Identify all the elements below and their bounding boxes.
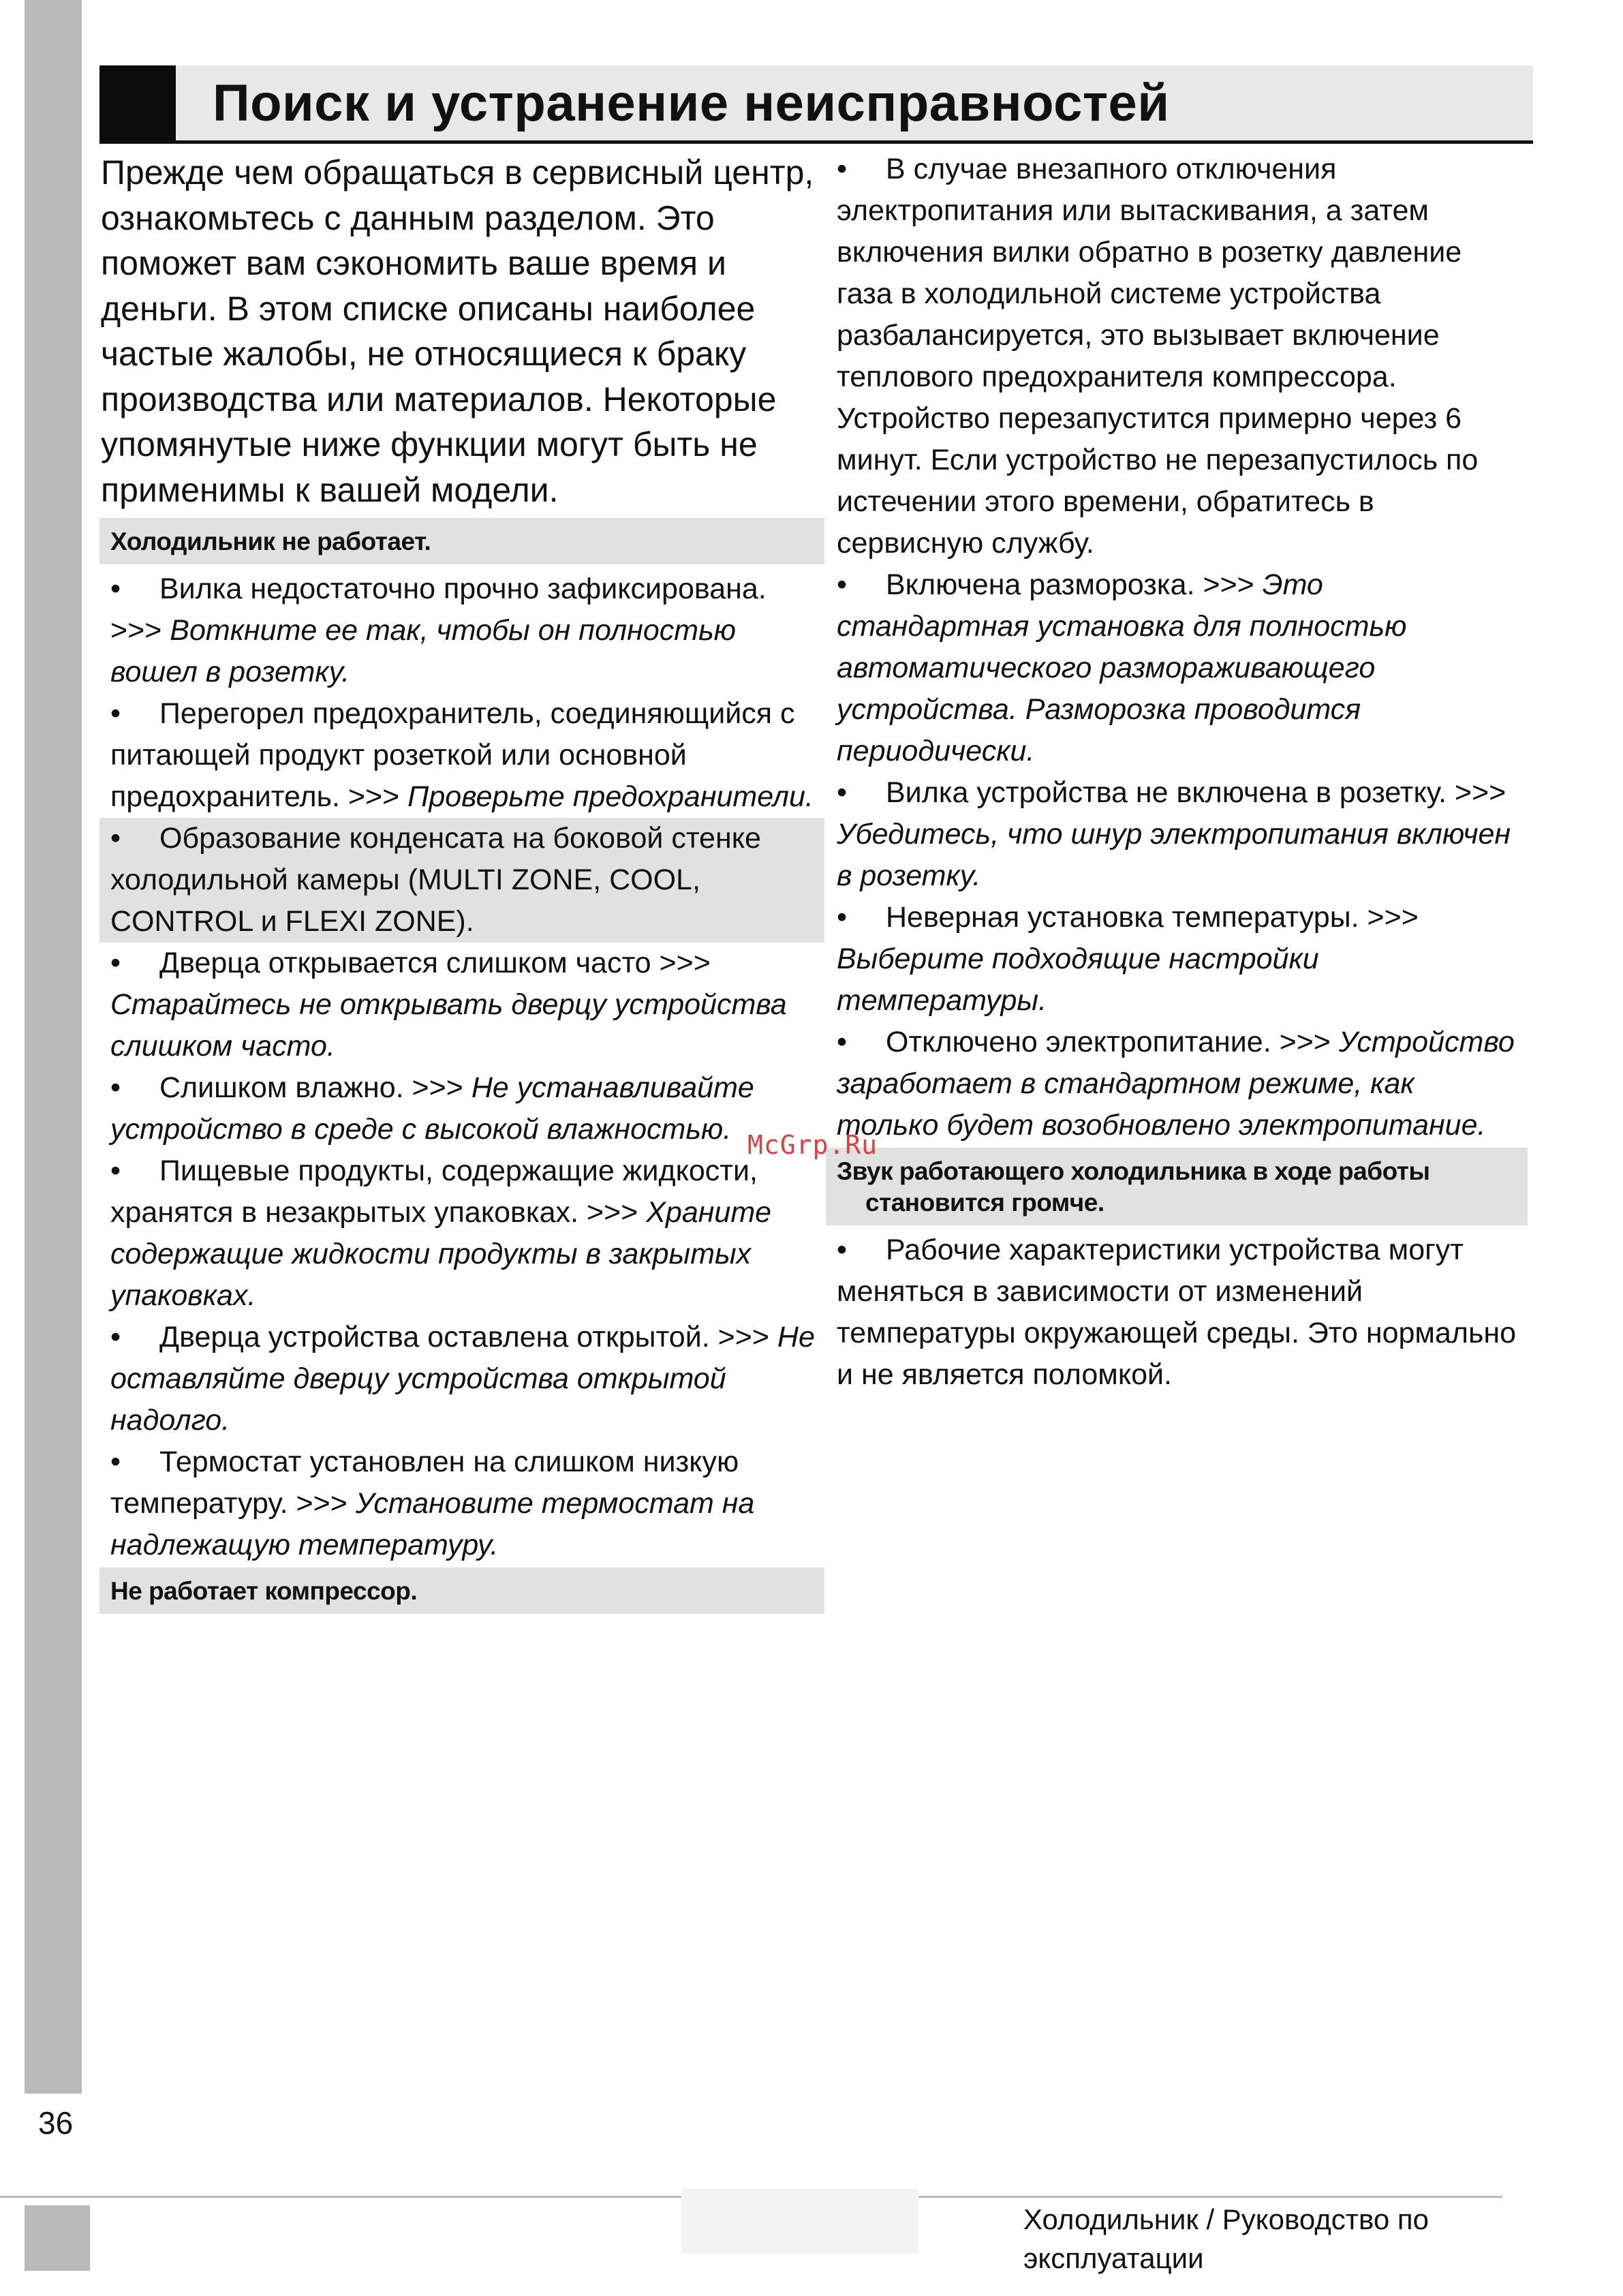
- bullet: •: [110, 1321, 121, 1353]
- watermark: McGrp.Ru: [747, 1130, 878, 1160]
- noise-title-line2: становится громче.: [865, 1189, 1104, 1216]
- footer-blank-box: [681, 2189, 918, 2254]
- section-heading-noise: [826, 1148, 1528, 1225]
- bullet: •: [837, 1026, 848, 1058]
- trouble-remedy: Не устанавливайте устройство в среде с высокой влажностью.: [110, 1071, 754, 1146]
- trouble-item: [826, 564, 1528, 772]
- bullet: •: [837, 1234, 848, 1266]
- trouble-cause: В случае внезапного отключения электропитания или вытаскивания, а затем включения вилки обратно в розетку давление газа в холодильной системе устройства разбалансируется, это вызывает включение теплового предохранителя компрессора. Устройство перезапустится примерно через 6 минут. Если устройство не перезапустилось по истечении этого времени, обратитесь в сервисную службу.: [837, 153, 1479, 560]
- intro-paragraph: Прежде чем обращаться в сервисный центр, ознакомьтесь с данным разделом. Это поможет вам сэкономить ваше время и деньги. В этом списке описаны наиболее частые жалобы, не относящиеся к браку производства или материалов. Некоторые упомянутые ниже функции могут быть не применимы к вашей модели.: [101, 153, 814, 509]
- trouble-item: [99, 1441, 824, 1566]
- trouble-remedy: Устройство заработает в стандартном режиме, как только будет возобновлено электропитание.: [837, 1026, 1515, 1142]
- trouble-remedy: Это стандартная установка для полностью автоматического размораживающего устройства. Разморозка проводится периодически.: [837, 568, 1407, 767]
- trouble-cause: Включена разморозка. >>>: [886, 568, 1263, 601]
- trouble-remedy: Воткните ее так, чтобы он полностью вошел в розетку.: [110, 614, 737, 688]
- right-column: [826, 149, 1528, 1396]
- bullet: •: [837, 568, 848, 601]
- trouble-cause: Отключено электропитание. >>>: [886, 1026, 1339, 1058]
- bullet: •: [837, 901, 848, 934]
- trouble-cause: Вилка устройства не включена в розетку. >>>: [886, 776, 1506, 809]
- trouble-cause: Рабочие характеристики устройства могут меняться в зависимости от изменений температуры окружающей среды. Это нормально и не является поломкой.: [837, 1234, 1517, 1391]
- bullet: •: [110, 1071, 121, 1104]
- bullet: •: [837, 153, 848, 185]
- trouble-remedy: Храните содержащие жидкости продукты в закрытых упаковках.: [110, 1196, 772, 1312]
- trouble-item: [99, 943, 824, 1067]
- bullet: •: [837, 776, 848, 809]
- bullet: •: [110, 1445, 121, 1478]
- section-heading-compressor: Не работает компрессор.: [99, 1567, 824, 1614]
- trouble-cause: Перегорел предохранитель, соединяющийся с питающей продукт розеткой или основной предохранитель. >>>: [110, 697, 795, 813]
- trouble-cause: Слишком влажно. >>>: [159, 1071, 472, 1104]
- trouble-item: [826, 1229, 1528, 1396]
- page-title: Поиск и устранение неисправностей: [213, 74, 1170, 132]
- condensation-title: Образование конденсата на боковой стенке холодильной камеры (MULTI ZONE, COOL, CONTROL и FLEXI ZONE).: [110, 822, 761, 938]
- section-heading-not-working: Холодильник не работает.: [99, 518, 824, 564]
- header-rule: [99, 140, 1533, 144]
- trouble-item: [826, 149, 1528, 564]
- trouble-item: [99, 1317, 824, 1441]
- bullet: •: [110, 572, 121, 605]
- noise-title-line1: Звук работающего холодильника в ходе работы: [837, 1157, 1430, 1185]
- section-heading-condensation: [99, 818, 824, 943]
- trouble-cause: Термостат установлен на слишком низкую температуру. >>>: [110, 1445, 739, 1520]
- trouble-cause: Неверная установка температуры. >>>: [886, 901, 1419, 934]
- trouble-item: [99, 693, 824, 818]
- side-bar: [25, 0, 82, 2094]
- footer-text: Холодильник / Руководство по эксплуатации: [1023, 2203, 1429, 2274]
- trouble-cause: Пищевые продукты, содержащие жидкости, хранятся в незакрытых упаковках. >>>: [110, 1154, 758, 1229]
- trouble-remedy: Выберите подходящие настройки температуры.: [837, 943, 1319, 1017]
- trouble-cause: Дверца устройства оставлена открытой. >>>: [159, 1321, 777, 1353]
- trouble-item: [99, 1150, 824, 1317]
- left-column: [99, 150, 824, 1614]
- trouble-item: [826, 1022, 1528, 1146]
- page-number: 36: [38, 2105, 74, 2141]
- header-square: [99, 65, 176, 142]
- trouble-cause: Дверца открывается слишком часто >>>: [159, 947, 711, 979]
- trouble-remedy: Не оставляйте дверцу устройства открытой надолго.: [110, 1321, 815, 1437]
- trouble-remedy: Установите термостат на надлежащую температуру.: [110, 1487, 755, 1561]
- trouble-item: [99, 1067, 824, 1150]
- trouble-remedy: Проверьте предохранители.: [407, 780, 814, 813]
- trouble-cause: Вилка недостаточно прочно зафиксирована. >>>: [110, 572, 767, 647]
- bullet: •: [110, 947, 121, 979]
- bullet: •: [110, 822, 121, 855]
- trouble-item: [826, 897, 1528, 1022]
- trouble-item: [99, 568, 824, 693]
- trouble-item: [826, 772, 1528, 897]
- footer-square: [25, 2205, 90, 2271]
- trouble-remedy: Убедитесь, что шнур электропитания включен в розетку.: [837, 818, 1511, 892]
- bullet: •: [110, 697, 121, 730]
- bullet: •: [110, 1154, 121, 1187]
- trouble-remedy: Старайтесь не открывать дверцу устройства слишком часто.: [110, 988, 787, 1062]
